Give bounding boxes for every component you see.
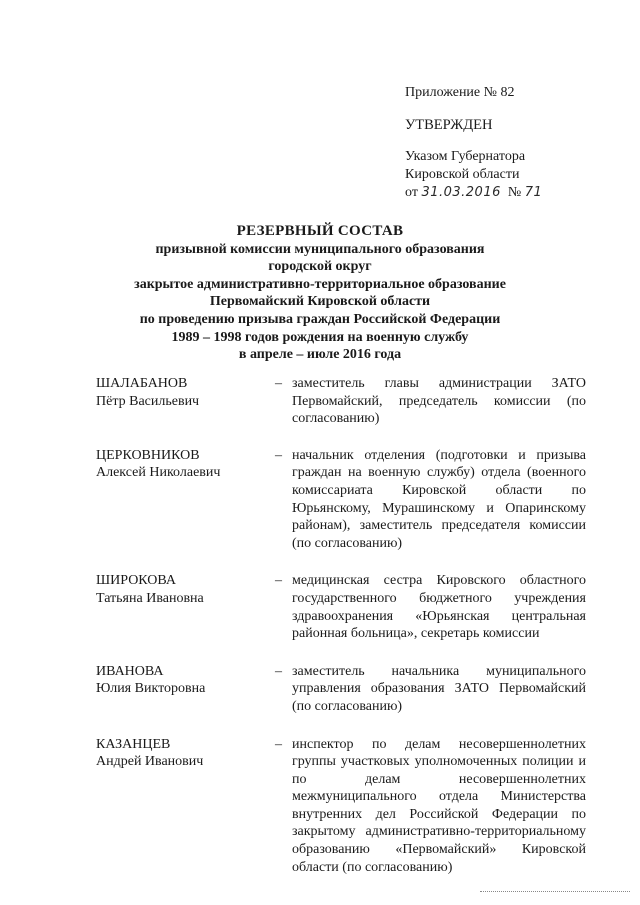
member-entry bbox=[96, 447, 586, 553]
member-role: инспектор по делам несовершеннолетних группы участковых уполномоченных полиции и по делам несовершеннолетних межмуниципального отдела Министерства внутренних дел Российской Федерации по закрытому административно-территориальному образованию «Первомайский» Кировской области (по согласованию) bbox=[292, 736, 586, 875]
member-given-name: Андрей Иванович bbox=[96, 754, 204, 770]
number-label: № bbox=[507, 185, 522, 200]
title-line-7: в апреле – июле 2016 года bbox=[238, 347, 402, 363]
member-dash: – bbox=[275, 663, 282, 679]
member-name bbox=[96, 736, 276, 771]
member-dash: – bbox=[275, 447, 282, 463]
members-list bbox=[96, 375, 586, 876]
member-entry bbox=[96, 572, 586, 642]
member-given-name: Пётр Васильевич bbox=[96, 393, 200, 409]
member-name bbox=[96, 447, 276, 482]
decree-date-line bbox=[405, 184, 625, 202]
member-dash: – bbox=[275, 573, 282, 589]
handwritten-date: 31.03.2016 bbox=[421, 185, 501, 200]
title-line-3: закрытое административно-территориальное образование bbox=[134, 276, 506, 292]
title-line-2: городской округ bbox=[268, 259, 372, 275]
member-surname: ШАЛАБАНОВ bbox=[96, 376, 188, 391]
member-given-name: Татьяна Ивановна bbox=[96, 590, 204, 606]
member-role: медицинская сестра Кировского областного государственного бюджетного учреждения здравоохранения «Юрьянская центральная районная больница», секретарь комиссии bbox=[292, 573, 586, 642]
member-entry bbox=[96, 736, 586, 877]
member-role: заместитель начальника муниципального управления образования ЗАТО Первомайский (по согласованию) bbox=[292, 663, 586, 714]
title-line-5: по проведению призыва граждан Российской Федерации bbox=[139, 311, 501, 327]
member-entry bbox=[96, 375, 586, 428]
scan-artifact-line bbox=[480, 891, 630, 892]
title-line-6: 1989 – 1998 годов рождения на военную службу bbox=[171, 329, 469, 345]
appendix-number: Приложение № 82 bbox=[405, 85, 515, 100]
member-given-name: Юлия Викторовна bbox=[96, 681, 206, 697]
title-line-1: призывной комиссии муниципального образования bbox=[155, 241, 485, 257]
from-label: от bbox=[405, 185, 418, 200]
title-line-4: Первомайский Кировской области bbox=[209, 294, 431, 310]
member-surname: ШИРОКОВА bbox=[96, 573, 176, 589]
member-surname: ИВАНОВА bbox=[96, 663, 164, 679]
member-name bbox=[96, 572, 276, 607]
handwritten-number: 71 bbox=[524, 185, 543, 200]
decree-line-1: Указом Губернатора bbox=[405, 149, 526, 164]
member-entry bbox=[96, 663, 586, 716]
member-surname: ЦЕРКОВНИКОВ bbox=[96, 447, 200, 463]
member-surname: КАЗАНЦЕВ bbox=[96, 736, 171, 752]
approved-label: УТВЕРЖДЕН bbox=[405, 117, 493, 133]
decree-line-2: Кировской области bbox=[405, 167, 520, 182]
member-role: заместитель главы администрации ЗАТО Первомайский, председатель комиссии (по согласованию) bbox=[292, 376, 586, 427]
member-dash: – bbox=[275, 736, 282, 752]
approval-header bbox=[405, 84, 625, 202]
document-title bbox=[0, 223, 640, 364]
member-role: начальник отделения (подготовки и призыва граждан на военную службу) отдела (военного комиссариата Кировской области по Юрьянскому, Мурашинскому и Опаринскому районам), заместитель председателя комиссии (по согласованию) bbox=[292, 447, 586, 551]
member-name bbox=[96, 375, 276, 410]
title-main: РЕЗЕРВНЫЙ СОСТАВ bbox=[236, 223, 404, 239]
member-name bbox=[96, 663, 276, 698]
member-dash: – bbox=[275, 376, 282, 391]
member-given-name: Алексей Николаевич bbox=[96, 465, 221, 481]
